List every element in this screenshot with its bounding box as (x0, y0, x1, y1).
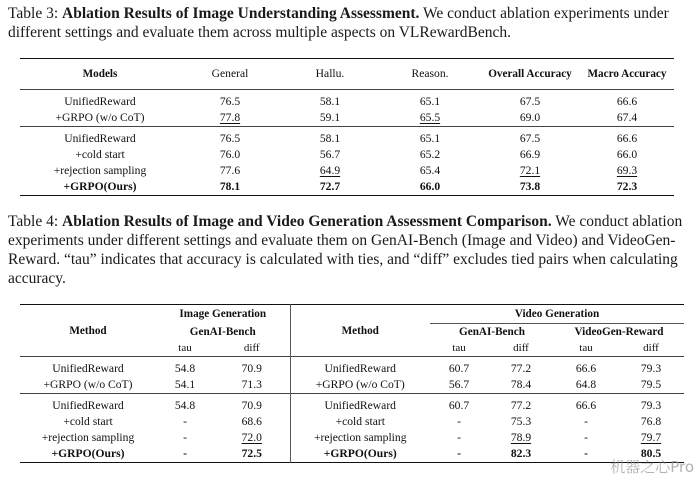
table-row (20, 377, 684, 394)
table4-header-row-1 (20, 305, 684, 324)
table4-caption-text: We conduct ablation experiments under different settings and evaluate them on GenAI-Bench (Image and Video) and VideoGen-Reward. “tau” indicates that accuracy is calculated with ties, and “diff” excludes tied pairs when calculating accuracy. (8, 213, 683, 287)
value-cell: 66.6 (575, 399, 597, 412)
table3-caption-label: Table 3: (8, 5, 59, 22)
value-cell: 79.3 (640, 362, 662, 375)
value-cell: 54.8 (174, 399, 196, 412)
table4-header-genai-bench-image: GenAI-Bench (189, 325, 256, 338)
watermark: 机器之心Pro (610, 458, 694, 476)
model-name: +rejection sampling (290, 430, 430, 446)
table4-caption-label: Table 4: (8, 213, 59, 230)
model-name: UnifiedReward (64, 95, 136, 108)
table4-header-method-2: Method (290, 305, 430, 357)
table4-header-genai-bench-video: GenAI-Bench (459, 326, 525, 338)
value-cell: - (183, 431, 187, 444)
model-name: UnifiedReward (64, 132, 136, 145)
table-row (20, 430, 684, 446)
table3-group2 (20, 131, 674, 196)
value-cell: 70.9 (241, 362, 262, 375)
table4-header-tau: tau (452, 342, 466, 354)
model-name: +GRPO (w/o CoT) (43, 378, 133, 391)
value-cell: 77.2 (510, 362, 532, 375)
value-cell: 70.9 (241, 399, 262, 412)
table3-caption (8, 4, 694, 42)
model-name: +GRPO(Ours) (51, 447, 125, 460)
value-cell: - (457, 415, 461, 428)
value-cell: 78.9 (510, 431, 532, 444)
value-cell: 56.7 (319, 148, 341, 161)
value-cell: 65.5 (419, 111, 441, 124)
value-cell: 69.3 (616, 164, 638, 177)
model-name: UnifiedReward (52, 399, 124, 412)
value-cell: 66.0 (616, 148, 638, 161)
value-cell: - (457, 431, 461, 444)
value-cell: 77.2 (510, 399, 532, 412)
table-row (20, 131, 674, 147)
table-row (20, 414, 684, 430)
table3-header-reason: Reason. (411, 67, 449, 80)
value-cell: 67.5 (519, 95, 541, 108)
value-cell: 60.7 (448, 399, 470, 412)
value-cell: - (584, 415, 588, 428)
value-cell: 73.8 (519, 180, 541, 193)
value-cell: 79.5 (640, 378, 662, 391)
table-row (20, 179, 674, 196)
table3-header-models: Models (82, 68, 118, 80)
value-cell: - (457, 447, 461, 460)
table4-header-tau: tau (178, 342, 192, 354)
model-name: UnifiedReward (290, 361, 430, 377)
value-cell: 66.6 (616, 132, 638, 145)
model-name: +rejection sampling (53, 164, 147, 177)
value-cell: 77.6 (219, 164, 241, 177)
value-cell: 72.0 (241, 431, 262, 444)
model-name: +GRPO(Ours) (290, 446, 430, 463)
value-cell: 66.9 (519, 148, 541, 161)
value-cell: 76.8 (640, 415, 662, 428)
model-name: UnifiedReward (52, 362, 124, 375)
table3-header-overall: Overall Accuracy (488, 68, 572, 80)
table4-header-video-generation: Video Generation (430, 305, 684, 324)
value-cell: - (183, 415, 187, 428)
table4-header-image-generation: Image Generation (179, 308, 267, 321)
value-cell: 66.6 (616, 95, 638, 108)
value-cell: 56.7 (448, 378, 470, 391)
table3-header-hallu: Hallu. (315, 67, 345, 80)
table3-caption-title: Ablation Results of Image Understanding Assessment. (62, 5, 420, 22)
value-cell: 71.3 (241, 378, 262, 391)
value-cell: 59.1 (319, 111, 341, 124)
value-cell: 68.6 (241, 415, 262, 428)
value-cell: 58.1 (319, 95, 341, 108)
value-cell: 75.3 (510, 415, 532, 428)
value-cell: 60.7 (448, 362, 470, 375)
table4-header-tau: tau (579, 342, 593, 354)
model-name: +cold start (290, 414, 430, 430)
value-cell: 78.1 (219, 180, 241, 193)
model-name: +rejection sampling (41, 431, 135, 444)
value-cell: 72.3 (616, 180, 638, 193)
value-cell: 65.1 (419, 95, 441, 108)
table4-header-diff: diff (243, 342, 260, 354)
value-cell: 65.1 (419, 132, 441, 145)
value-cell: 64.8 (575, 378, 597, 391)
value-cell: 66.0 (419, 180, 441, 193)
table3-header-row (20, 59, 674, 90)
value-cell: 80.5 (640, 447, 662, 460)
table4-group2 (20, 398, 684, 463)
value-cell: 79.3 (640, 399, 662, 412)
value-cell: 72.5 (241, 447, 262, 460)
value-cell: 67.5 (519, 132, 541, 145)
model-name: +cold start (63, 415, 113, 428)
value-cell: 65.2 (419, 148, 441, 161)
value-cell: 72.7 (319, 180, 341, 193)
table-row (20, 446, 684, 463)
table4 (20, 304, 684, 467)
value-cell: 54.8 (174, 362, 196, 375)
value-cell: 76.0 (219, 148, 241, 161)
value-cell: 72.1 (519, 164, 541, 177)
table-row (20, 110, 674, 127)
table-row (20, 398, 684, 414)
table4-header-diff: diff (513, 342, 529, 354)
value-cell: 77.8 (219, 111, 241, 124)
table3 (20, 58, 674, 200)
table3-header-general: General (211, 67, 249, 80)
value-cell: 58.1 (319, 132, 341, 145)
table4-caption (8, 212, 694, 288)
table-row (20, 361, 684, 377)
table-row (20, 147, 674, 163)
table4-header-videogen-reward: VideoGen-Reward (574, 326, 664, 338)
table4-header-diff: diff (643, 342, 659, 354)
value-cell: - (584, 431, 588, 444)
table4-group1 (20, 361, 684, 394)
value-cell: 54.1 (174, 378, 196, 391)
model-name: +GRPO (w/o CoT) (55, 111, 145, 124)
value-cell: 65.4 (419, 164, 441, 177)
table3-group1 (20, 94, 674, 127)
model-name: UnifiedReward (290, 398, 430, 414)
table4-caption-title: Ablation Results of Image and Video Generation Assessment Comparison. (62, 213, 552, 230)
model-name: +GRPO(Ours) (63, 180, 137, 193)
value-cell: - (183, 447, 187, 460)
table3-header-macro: Macro Accuracy (587, 68, 667, 80)
table3-caption-text: We conduct ablation experiments under different settings and evaluate them across multiple aspects on VLRewardBench. (8, 5, 669, 41)
table-row (20, 94, 674, 110)
value-cell: 67.4 (616, 111, 638, 124)
model-name: +GRPO (w/o CoT) (290, 377, 430, 394)
value-cell: 64.9 (319, 164, 341, 177)
value-cell: 66.6 (575, 362, 597, 375)
value-cell: 78.4 (510, 378, 532, 391)
table-row (20, 163, 674, 179)
value-cell: 82.3 (510, 447, 532, 460)
value-cell: 76.5 (219, 132, 241, 145)
value-cell: 79.7 (640, 431, 662, 444)
table4-header-method: Method (69, 324, 107, 337)
value-cell: 76.5 (219, 95, 241, 108)
value-cell: - (584, 447, 588, 460)
value-cell: 69.0 (519, 111, 541, 124)
model-name: +cold start (75, 148, 125, 161)
